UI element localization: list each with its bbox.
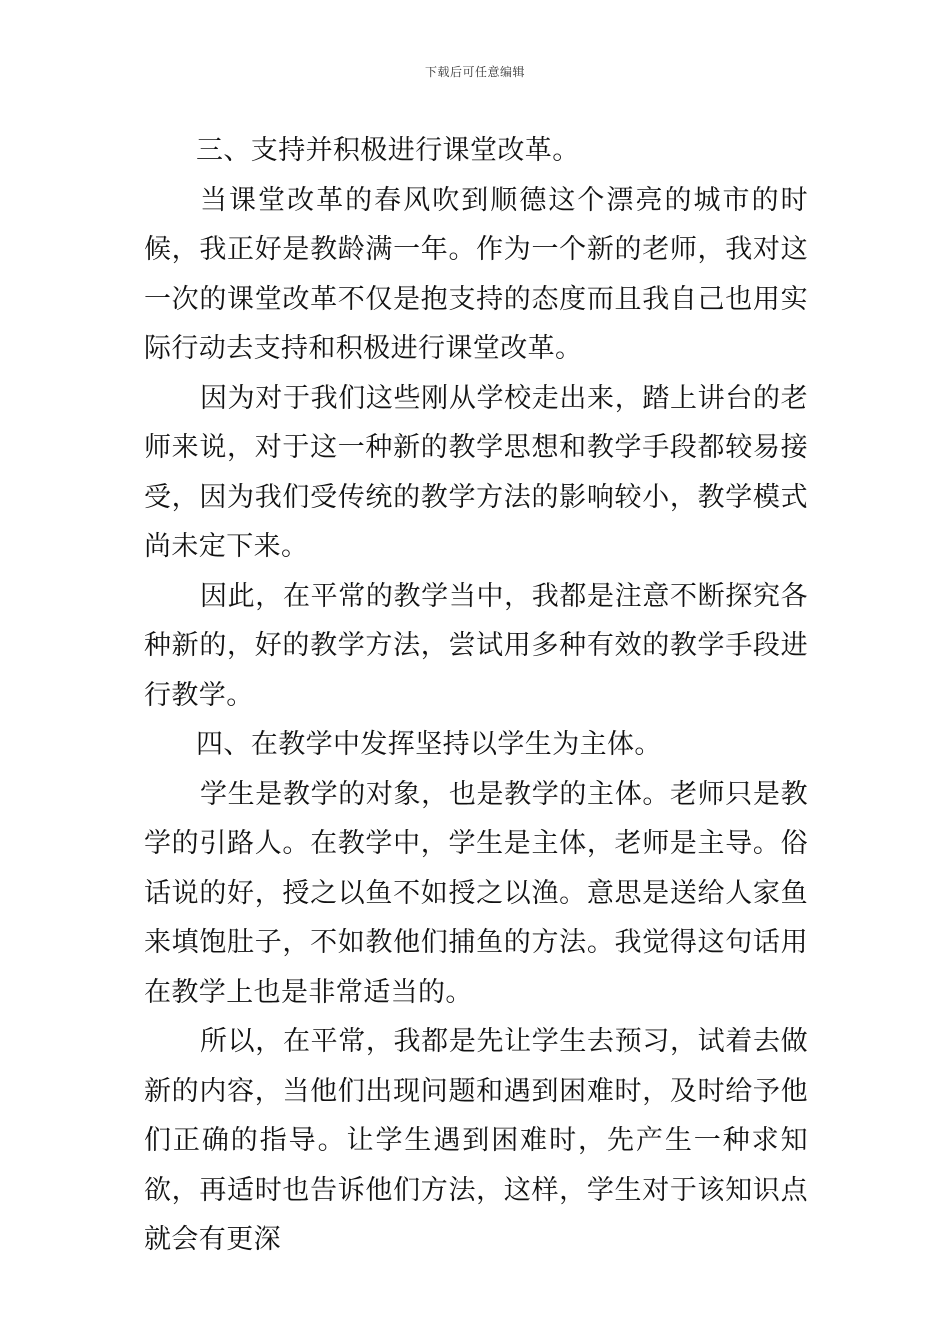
page-header: 下载后可任意编辑 [424,65,525,79]
paragraph: 学生是教学的对象，也是教学的主体。老师只是教学的引路人。在教学中，学生是主体，老师是主导。俗话说的好，授之以鱼不如授之以渔。意思是送给人家鱼来填饱肚子，不如教他们捕鱼的方法。我觉得这句话用在教学上也是非常适当的。 [144,778,808,1008]
section-heading-3: 三、支持并积极进行课堂改革。 [196,135,580,166]
paragraph: 因为对于我们这些刚从学校走出来，踏上讲台的老师来说，对于这一种新的教学思想和教学手段都较易接受，因为我们受传统的教学方法的影响较小，教学模式尚未定下来。 [144,382,808,562]
document-body [144,126,808,1265]
paragraph: 因此，在平常的教学当中，我都是注意不断探究各种新的，好的教学方法，尝试用多种有效的教学手段进行教学。 [144,580,808,711]
paragraph: 所以，在平常，我都是先让学生去预习，试着去做新的内容，当他们出现问题和遇到困难时，及时给予他们正确的指导。让学生遇到困难时，先产生一种求知欲，再适时也告诉他们方法，这样，学生对于该知识点就会有更深 [144,1026,808,1255]
section-heading-4: 四、在教学中发挥坚持以学生为主体。 [196,729,662,760]
paragraph: 当课堂改革的春风吹到顺德这个漂亮的城市的时候，我正好是教龄满一年。作为一个新的老师，我对这一次的课堂改革不仅是抱支持的态度而且我自己也用实际行动去支持和积极进行课堂改革。 [144,184,808,364]
